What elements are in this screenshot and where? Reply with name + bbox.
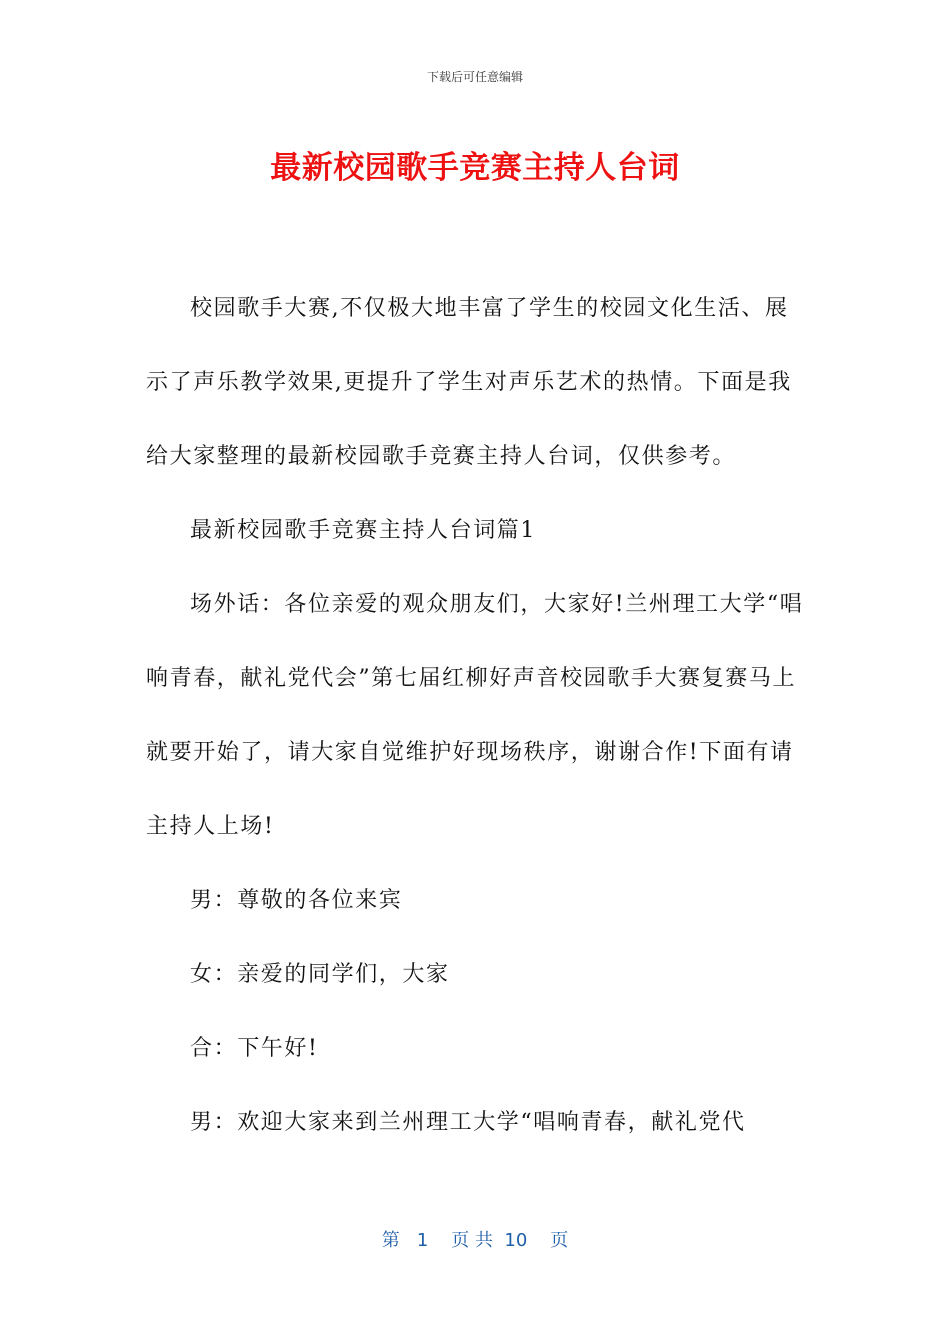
intro-paragraph: 校园歌手大赛,不仅极大地丰富了学生的校园文化生活、展示了声乐教学效果,更提升了学生对声乐艺术的热情。下面是我给大家整理的最新校园歌手竞赛主持人台词，仅供参考。 — [146, 296, 792, 469]
offstage-announcement: 场外话：各位亲爱的观众朋友们，大家好!兰州理工大学“唱响青春，献礼党代会”第七届红柳好声音校园歌手大赛复赛马上就要开始了，请大家自觉维护好现场秩序，谢谢合作!下面有请主持人上场! — [146, 592, 804, 839]
page-number-footer: 第 1 页 共 10 页 — [381, 1230, 569, 1251]
header-note: 下载后可任意编辑 — [426, 70, 523, 84]
dialogue-line: 女：亲爱的同学们，大家 — [190, 962, 450, 987]
dialogue-line: 男：欢迎大家来到兰州理工大学“唱响青春，献礼党代 — [190, 1110, 746, 1135]
dialogue-line: 合：下午好! — [190, 1036, 319, 1061]
dialogue-line: 男：尊敬的各位来宾 — [190, 888, 403, 913]
document-body — [146, 272, 806, 1160]
document-title: 最新校园歌手竞赛主持人台词 — [270, 150, 680, 186]
section-heading: 最新校园歌手竞赛主持人台词篇1 — [190, 518, 536, 543]
